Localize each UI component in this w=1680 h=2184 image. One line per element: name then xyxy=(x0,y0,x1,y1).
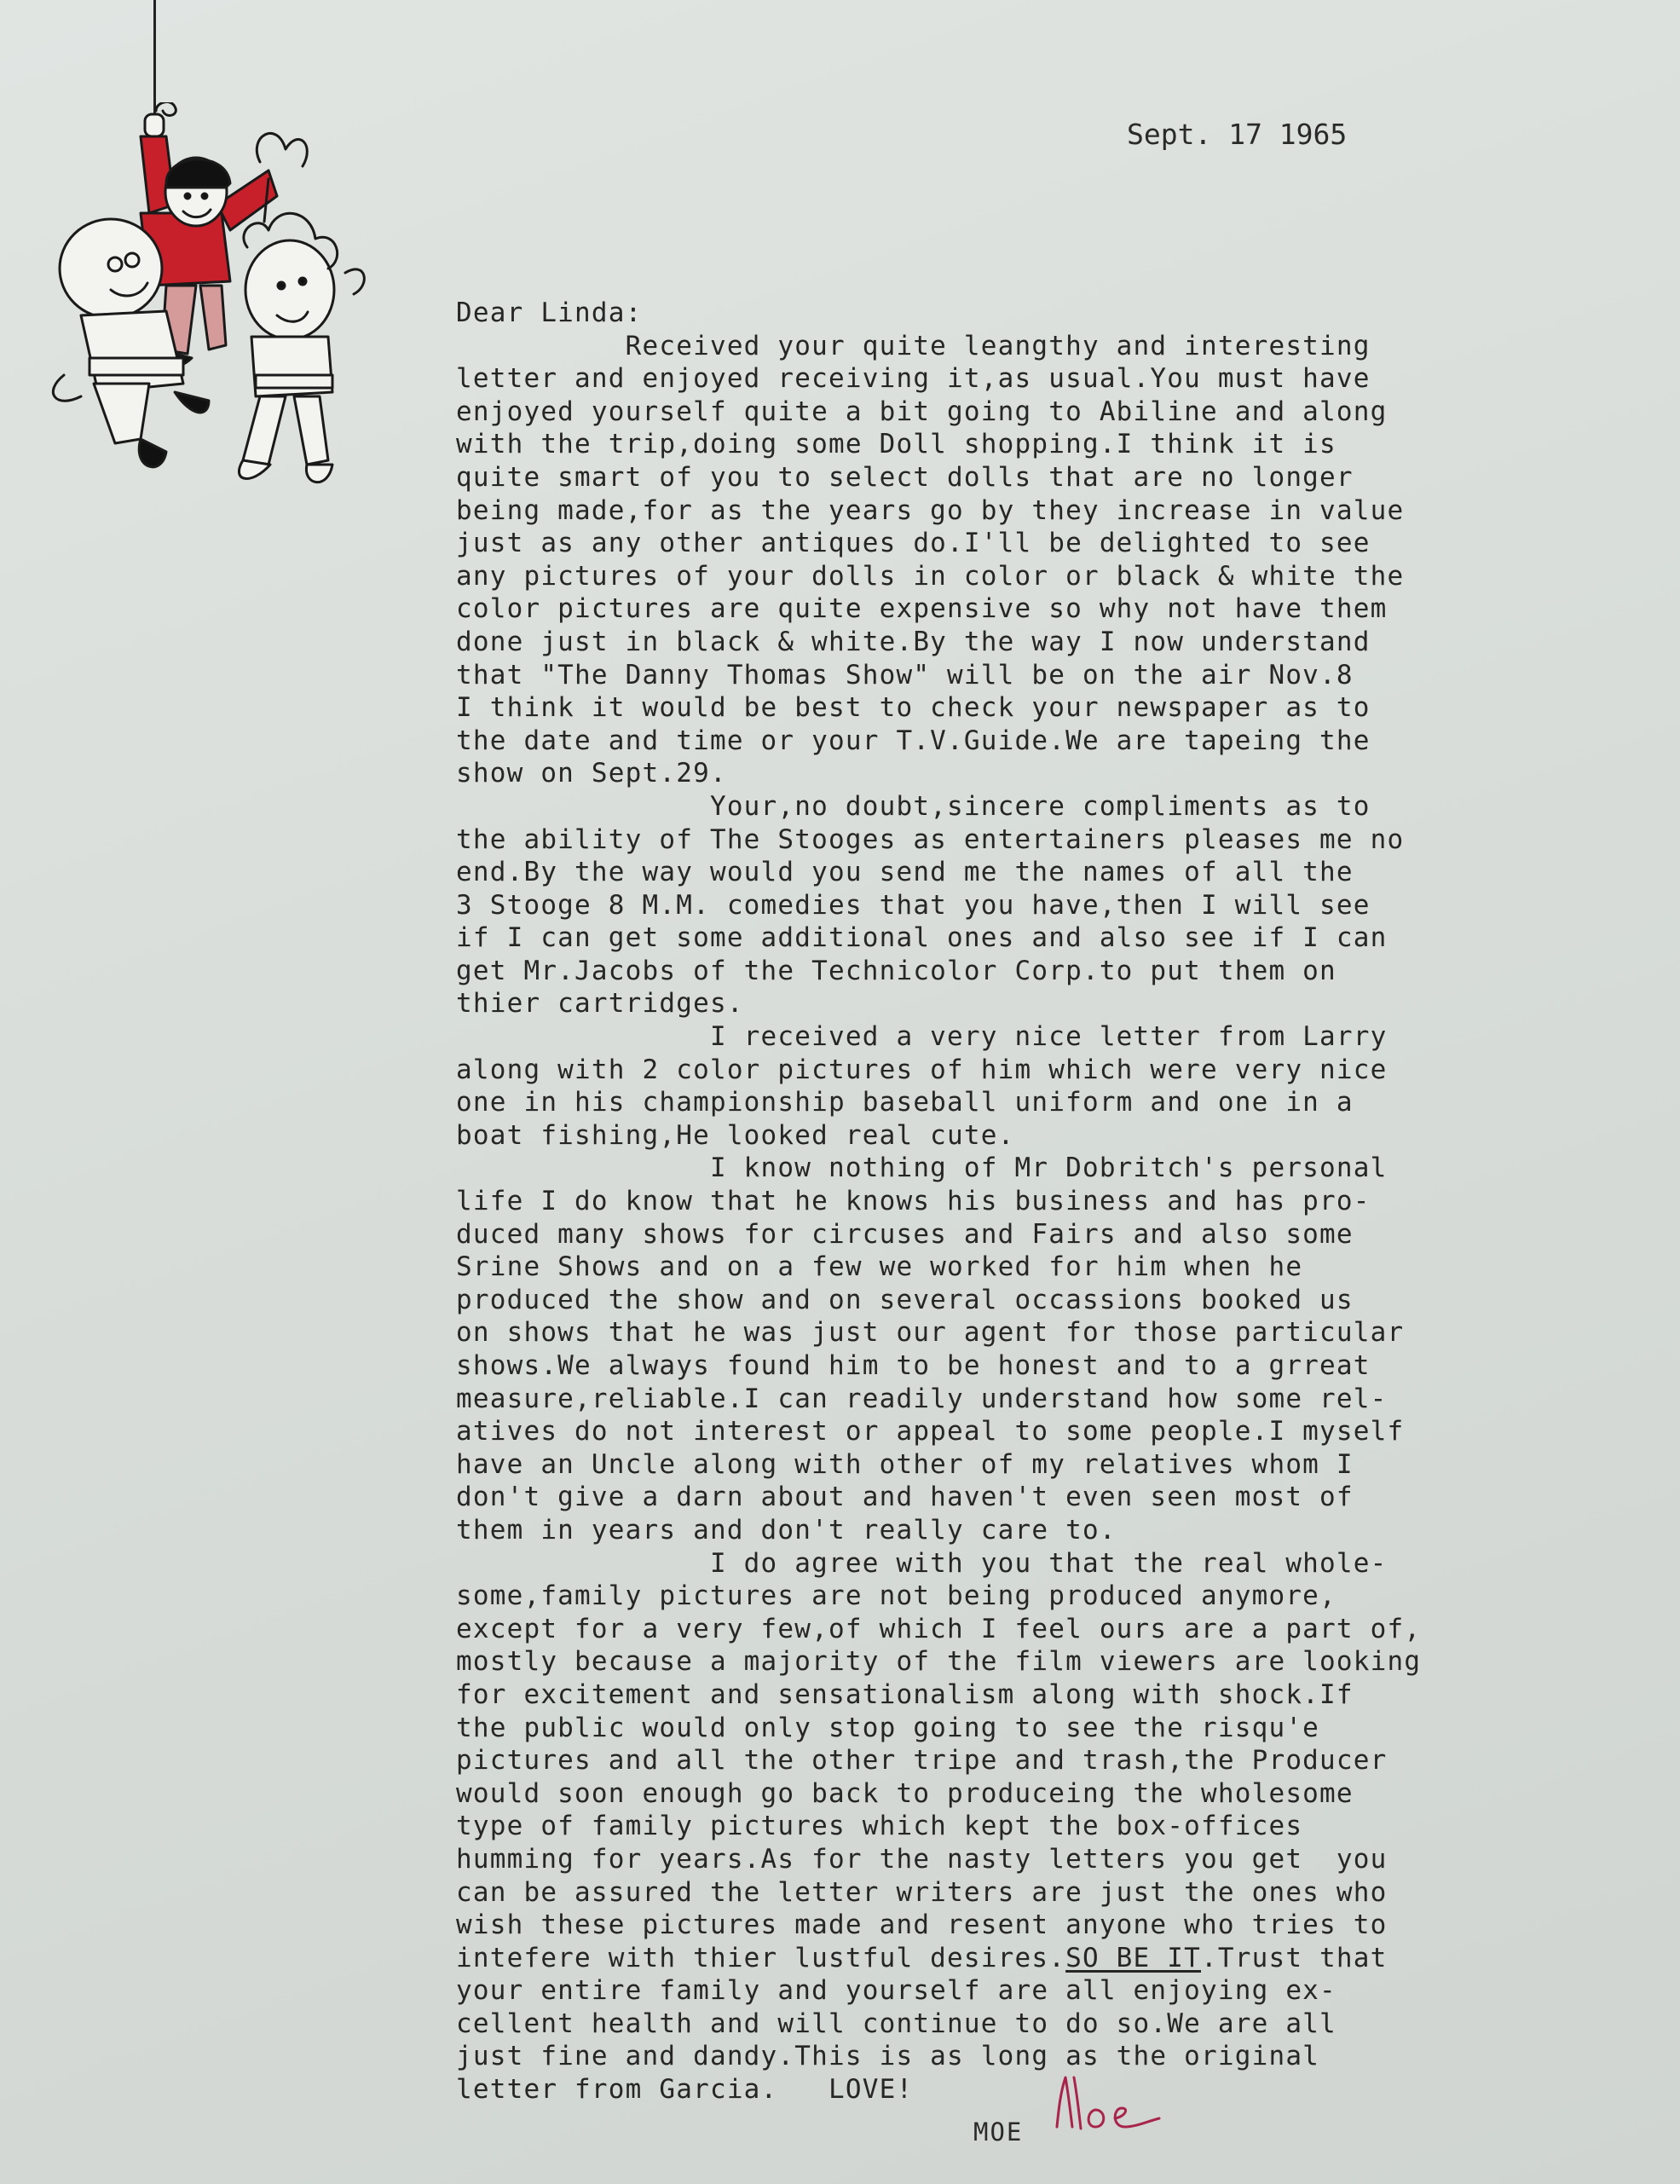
letter-line: I know nothing of Mr Dobritch's personal xyxy=(456,1153,1388,1184)
letter-line: except for a very few,of which I feel ours are a part of, xyxy=(456,1613,1422,1644)
three-stooges-logo-icon xyxy=(47,102,405,546)
letter-line: I received a very nice letter from Larry xyxy=(456,1021,1388,1053)
letter-line: humming for years.As for the nasty letters you get you xyxy=(456,1843,1388,1875)
letter-line: life I do know that he knows his business and has pro- xyxy=(456,1186,1371,1217)
letter-date: Sept. 17 1965 xyxy=(1127,118,1348,151)
salutation: Dear Linda: xyxy=(456,298,643,328)
letter-line: letter and enjoyed receiving it,as usual.You must have xyxy=(456,363,1371,395)
letter-line: thier cartridges. xyxy=(456,988,744,1020)
letter-line: have an Uncle along with other of my relatives whom I xyxy=(456,1448,1354,1480)
letter-line: mostly because a majority of the film viewers are looking xyxy=(456,1646,1422,1678)
letter-line: quite smart of you to select dolls that are no longer xyxy=(456,461,1354,493)
letter-line: measure,reliable.I can readily understand how some rel- xyxy=(456,1383,1388,1414)
letter-line: the ability of The Stooges as entertainers pleases me no xyxy=(456,823,1405,855)
letter-line: along with 2 color pictures of him which were very nice xyxy=(456,1054,1388,1085)
letter-body xyxy=(456,297,1564,2106)
line-text-after: .Trust that xyxy=(1201,1942,1388,1973)
letter-line: atives do not interest or appeal to some people.I myself xyxy=(456,1416,1405,1447)
typed-signature: MOE xyxy=(973,2118,1024,2146)
letter-line: color pictures are quite expensive so why not have them xyxy=(456,593,1388,625)
letter-line: I do agree with you that the real whole- xyxy=(456,1547,1388,1579)
letter-line: for excitement and sensationalism along with shock.If xyxy=(456,1678,1354,1710)
letter-line: being made,for as the years go by they increase in value xyxy=(456,494,1405,526)
letter-line: 3 Stooge 8 M.M. comedies that you have,then I will see xyxy=(456,889,1371,921)
line-text-before: intefere with thier lustful desires. xyxy=(456,1942,1066,1973)
letter-line: one in his championship baseball uniform and one in a xyxy=(456,1087,1354,1118)
letter-line: wish these pictures made and resent anyone who tries to xyxy=(456,1910,1388,1941)
letter-line-so-be-it xyxy=(456,1942,1564,1975)
letter-line: don't give a darn about and haven't even seen most of xyxy=(456,1482,1354,1513)
letter-line: on shows that he was just our agent for those particular xyxy=(456,1317,1405,1349)
letter-line: any pictures of your dolls in color or black & white the xyxy=(456,560,1405,592)
letter-line: duced many shows for circuses and Fairs and also some xyxy=(456,1218,1354,1250)
letter-line: Srine Shows and on a few we worked for him when he xyxy=(456,1251,1303,1283)
letter-line: just as any other antiques do.I'll be delighted to see xyxy=(456,528,1371,559)
letter-line: them in years and don't really care to. xyxy=(456,1514,1117,1546)
letter-line: Received your quite leangthy and interesting xyxy=(456,330,1371,361)
letter-line: shows.We always found him to be honest and to a grreat xyxy=(456,1350,1371,1381)
letter-line: pictures and all the other tripe and trash,the Producer xyxy=(456,1745,1388,1777)
letter-line: the public would only stop going to see the risqu'e xyxy=(456,1712,1320,1743)
letter-line: your entire family and yourself are all enjoying ex- xyxy=(456,1975,1336,2007)
letter-line: I think it would be best to check your newspaper as to xyxy=(456,692,1371,724)
letter-line: just fine and dandy.This is as long as the original xyxy=(456,2041,1320,2072)
letter-line: done just in black & white.By the way I now understand xyxy=(456,626,1371,657)
letter-line: would soon enough go back to produceing the wholesome xyxy=(456,1777,1354,1809)
letter-line: that "The Danny Thomas Show" will be on the air Nov.8 xyxy=(456,659,1354,690)
letter-line: enjoyed yourself quite a bit going to Abiline and along xyxy=(456,396,1388,427)
letter-line: with the trip,doing some Doll shopping.I think it is xyxy=(456,429,1336,460)
handwritten-signature-icon xyxy=(1048,2067,1176,2144)
letter-line: Your,no doubt,sincere compliments as to xyxy=(456,790,1371,822)
letter-line: letter from Garcia. LOVE! xyxy=(456,2074,914,2106)
letter-line: the date and time or your T.V.Guide.We are tapeing the xyxy=(456,725,1371,756)
letter-line: produced the show and on several occassions booked us xyxy=(456,1284,1354,1315)
letter-line: boat fishing,He looked real cute. xyxy=(456,1119,1015,1151)
letter-line: if I can get some additional ones and also see if I can xyxy=(456,922,1388,954)
letter-line: show on Sept.29. xyxy=(456,758,727,789)
so-be-it-underlined: SO BE IT xyxy=(1065,1942,1202,1973)
letter-line: can be assured the letter writers are just the ones who xyxy=(456,1876,1388,1908)
letter-line: some,family pictures are not being produced anymore, xyxy=(456,1580,1336,1612)
letter-line: cellent health and will continue to do so.We are all xyxy=(456,2008,1336,2039)
letter-line: type of family pictures which kept the box-offices xyxy=(456,1811,1303,1842)
letter-line: get Mr.Jacobs of the Technicolor Corp.to put them on xyxy=(456,955,1336,986)
letter-line: end.By the way would you send me the names of all the xyxy=(456,857,1354,888)
hanging-string-line xyxy=(153,0,156,115)
